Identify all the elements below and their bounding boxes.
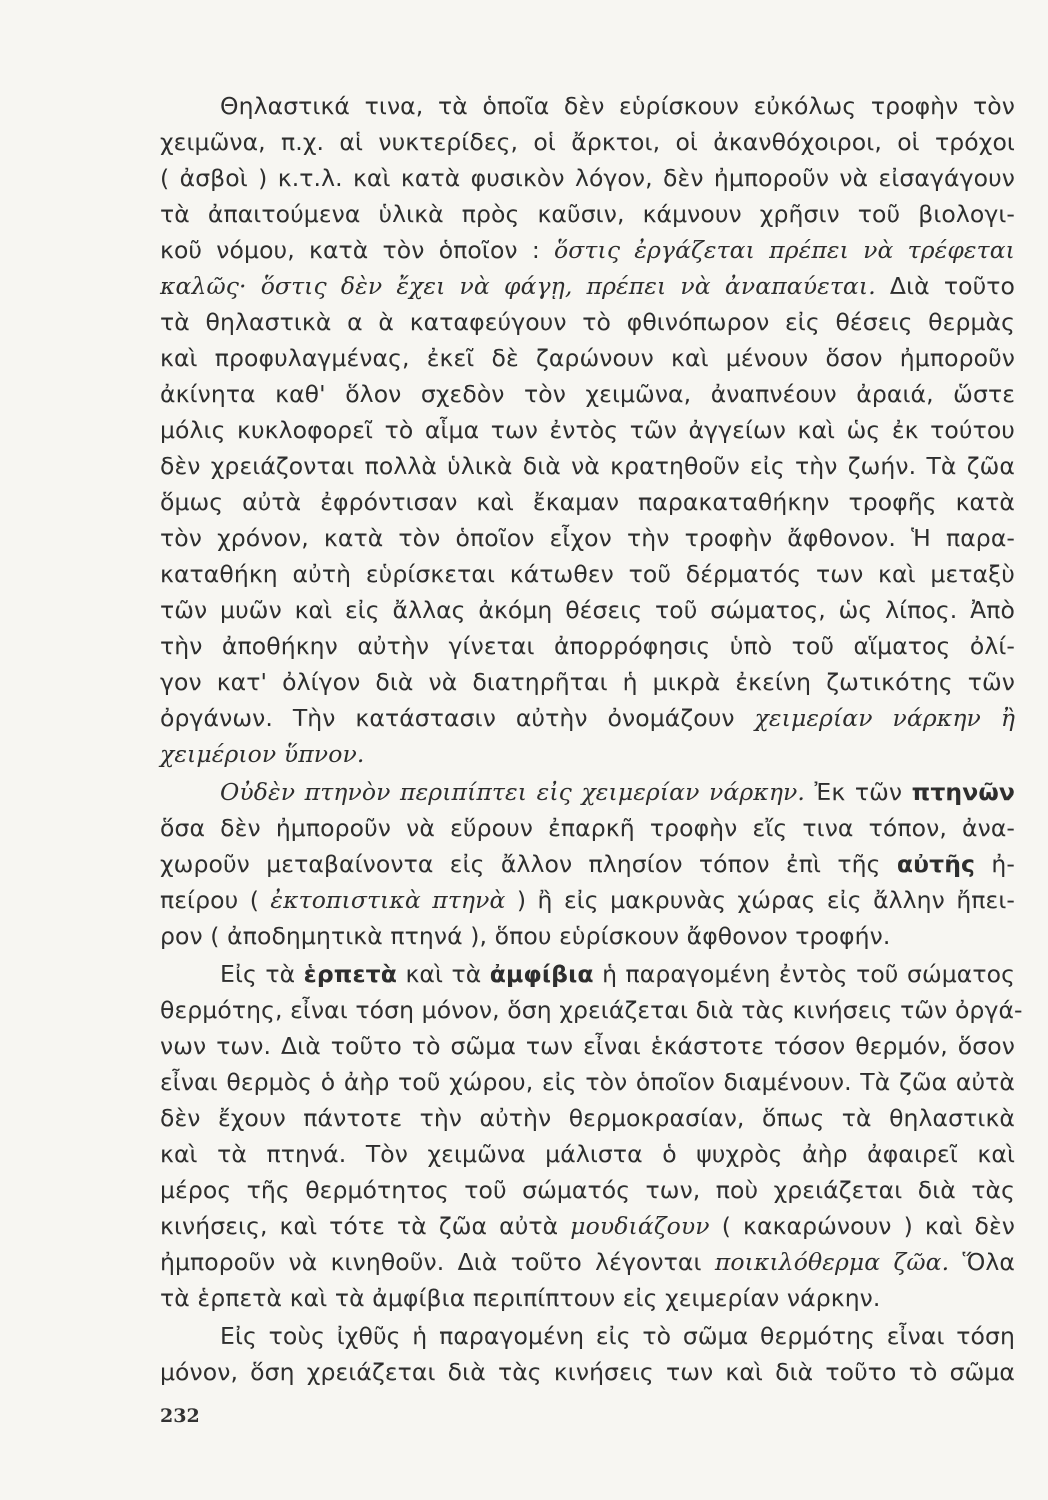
text-line: δὲν χρειάζονται πολλὰ ὑλικὰ διὰ νὰ κρατηθοῦν εἰς τὴν ζωήν. Τὰ ζῶα — [160, 452, 1015, 480]
text-segment: κοῦ νόμου, κατὰ τὸν ὁποῖον : — [160, 236, 555, 264]
text-line: νων των. Διὰ τοῦτο τὸ σῶμα των εἶναι ἑκάστοτε τόσον θερμόν, ὅσον — [160, 1032, 1015, 1060]
italic-phrase: καλῶς· ὅστις δὲν ἔχει νὰ φάγῃ, πρέπει νὰ ἀναπαύεται. — [160, 272, 876, 300]
text-segment: ( κακαρώνουν ) καὶ δὲν — [709, 1212, 1015, 1240]
text-segment: ἠ- — [975, 850, 1015, 878]
text-segment: ὀργάνων. Τὴν κατάστασιν αὐτὴν ὀνομάζουν — [160, 704, 755, 732]
text-line: θερμότης, εἶναι τόση μόνον, ὅση χρειάζεται διὰ τὰς κινήσεις τῶν ὀργά- — [160, 996, 1023, 1024]
text-line: καταθήκη αὐτὴ εὑρίσκεται κάτωθεν τοῦ δέρματός των καὶ μεταξὺ — [160, 560, 1015, 588]
bold-term: αὐτῆς — [896, 850, 976, 878]
text-line: τὰ ἀπαιτούμενα ὑλικὰ πρὸς καῦσιν, κάμνουν χρῆσιν τοῦ βιολογι- — [160, 200, 1015, 228]
bold-term: ἀμφίβια — [489, 960, 594, 988]
text-line: καὶ τὰ πτηνά. Τὸν χειμῶνα μάλιστα ὁ ψυχρὸς ἀὴρ ἀφαιρεῖ καὶ — [160, 1140, 1015, 1168]
text-line — [160, 736, 1015, 772]
text-segment: Ὅλα — [949, 1248, 1015, 1276]
italic-phrase: Οὐδὲν πτηνὸν περιπίπτει εἰς χειμερίαν νάρκην. — [220, 778, 805, 806]
text-segment: Εἰς τὰ — [220, 960, 304, 988]
text-line: εἶναι θερμὸς ὁ ἀὴρ τοῦ χώρου, εἰς τὸν ὁποῖον διαμένουν. Τὰ ζῶα αὐτὰ — [160, 1068, 1015, 1096]
italic-phrase: χειμέριον ὕπνον. — [160, 740, 365, 768]
text-line — [220, 956, 1015, 992]
italic-phrase: μουδιάζουν — [570, 1212, 710, 1240]
text-line: τὰ θηλαστικὰ α ὰ καταφεύγουν τὸ φθινόπωρον εἰς θέσεις θερμὰς — [160, 308, 1015, 336]
text-line: γον κατ' ὀλίγον διὰ νὰ διατηρῆται ἡ μικρὰ ἐκείνη ζωτικότης τῶν — [160, 668, 1015, 696]
text-segment: καὶ τὰ — [396, 960, 490, 988]
text-segment: ἡ παραγομένη ἐντὸς τοῦ σώματος — [593, 960, 1015, 988]
text-segment: ἠμποροῦν νὰ κινηθοῦν. Διὰ τοῦτο λέγονται — [160, 1248, 715, 1276]
text-segment: χωροῦν μεταβαίνοντα εἰς ἄλλον πλησίον τόπον ἐπὶ τῆς — [160, 850, 897, 878]
text-line: μόνον, ὅση χρειάζεται διὰ τὰς κινήσεις των καὶ διὰ τοῦτο τὸ σῶμα — [160, 1358, 1015, 1386]
text-line: Εἰς τοὺς ἰχθῦς ἡ παραγομένη εἰς τὸ σῶμα θερμότης εἶναι τόση — [220, 1322, 1015, 1350]
text-line: χειμῶνα, π.χ. αἱ νυκτερίδες, οἱ ἄρκτοι, οἱ ἀκανθόχοιροι, οἱ τρόχοι — [160, 128, 1015, 156]
text-line: ( ἀσβοὶ ) κ.τ.λ. καὶ κατὰ φυσικὸν λόγον, δὲν ἠμποροῦν νὰ εἰσαγάγουν — [160, 164, 1015, 192]
text-segment: κινήσεις, καὶ τότε τὰ ζῶα αὐτὰ — [160, 1212, 571, 1240]
text-line — [160, 232, 1015, 268]
text-line: Θηλαστικά τινα, τὰ ὁποῖα δὲν εὑρίσκουν εὐκόλως τροφὴν τὸν — [220, 92, 1015, 120]
italic-phrase: ποικιλόθερμα ζῶα. — [714, 1248, 950, 1276]
text-line — [160, 1244, 1015, 1280]
bold-term: πτηνῶν — [911, 778, 1015, 806]
text-line: καὶ προφυλαγμένας, ἐκεῖ δὲ ζαρώνουν καὶ μένουν ὅσον ἠμποροῦν — [160, 344, 1015, 372]
text-line — [160, 1208, 1015, 1244]
text-segment: Διὰ τοῦτο — [875, 272, 1016, 300]
text-line: ἀκίνητα καθ' ὅλον σχεδὸν τὸν χειμῶνα, ἀναπνέουν ἀραιά, ὥστε — [160, 380, 1015, 408]
text-line: δὲν ἔχουν πάντοτε τὴν αὐτὴν θερμοκρασίαν, ὅπως τὰ θηλαστικὰ — [160, 1104, 1015, 1132]
text-segment: Ἐκ τῶν — [804, 778, 912, 806]
text-line: τὰ ἑρπετὰ καὶ τὰ ἀμφίβια περιπίπτουν εἰς χειμερίαν νάρκην. — [160, 1284, 881, 1312]
italic-phrase: χειμερίαν νάρκην ἢ — [754, 704, 1015, 732]
text-line — [160, 700, 1015, 736]
text-line: τὸν χρόνον, κατὰ τὸν ὁποῖον εἶχον τὴν τροφὴν ἄφθονον. Ἡ παρα- — [160, 524, 1015, 552]
text-line: ὅσα δὲν ἠμποροῦν νὰ εὕρουν ἐπαρκῆ τροφὴν εἴς τινα τόπον, ἀνα- — [160, 814, 1015, 842]
text-line — [160, 846, 1015, 882]
page-body — [160, 88, 1023, 1488]
text-line — [160, 268, 1015, 304]
text-segment: πείρου ( — [160, 886, 271, 914]
text-segment: ) ἢ εἰς μακρυνὰς χώρας εἰς ἄλλην ἤπει- — [505, 886, 1015, 914]
text-line — [220, 774, 1015, 810]
text-line: ρον ( ἀποδημητικὰ πτηνά ), ὅπου εὑρίσκουν ἄφθονον τροφήν. — [160, 922, 891, 950]
text-line: ὅμως αὐτὰ ἐφρόντισαν καὶ ἔκαμαν παρακαταθήκην τροφῆς κατὰ — [160, 488, 1015, 516]
italic-phrase: ἐκτοπιστικὰ πτηνὰ — [270, 886, 506, 914]
italic-phrase: ὅστις ἐργάζεται πρέπει νὰ τρέφεται — [554, 236, 1015, 264]
bold-term: ἑρπετὰ — [303, 960, 397, 988]
text-line: τῶν μυῶν καὶ εἰς ἄλλας ἀκόμη θέσεις τοῦ σώματος, ὡς λίπος. Ἀπὸ — [160, 596, 1015, 624]
text-line: μέρος τῆς θερμότητος τοῦ σώματός των, ποὺ χρειάζεται διὰ τὰς — [160, 1176, 1015, 1204]
text-line — [160, 882, 1015, 918]
page-number: 232 — [160, 1405, 200, 1427]
text-line: μόλις κυκλοφορεῖ τὸ αἷμα των ἐντὸς τῶν ἀγγείων καὶ ὡς ἐκ τούτου — [160, 416, 1015, 444]
text-line: τὴν ἀποθήκην αὐτὴν γίνεται ἀπορρόφησις ὑπὸ τοῦ αἵματος ὀλί- — [160, 632, 1015, 660]
